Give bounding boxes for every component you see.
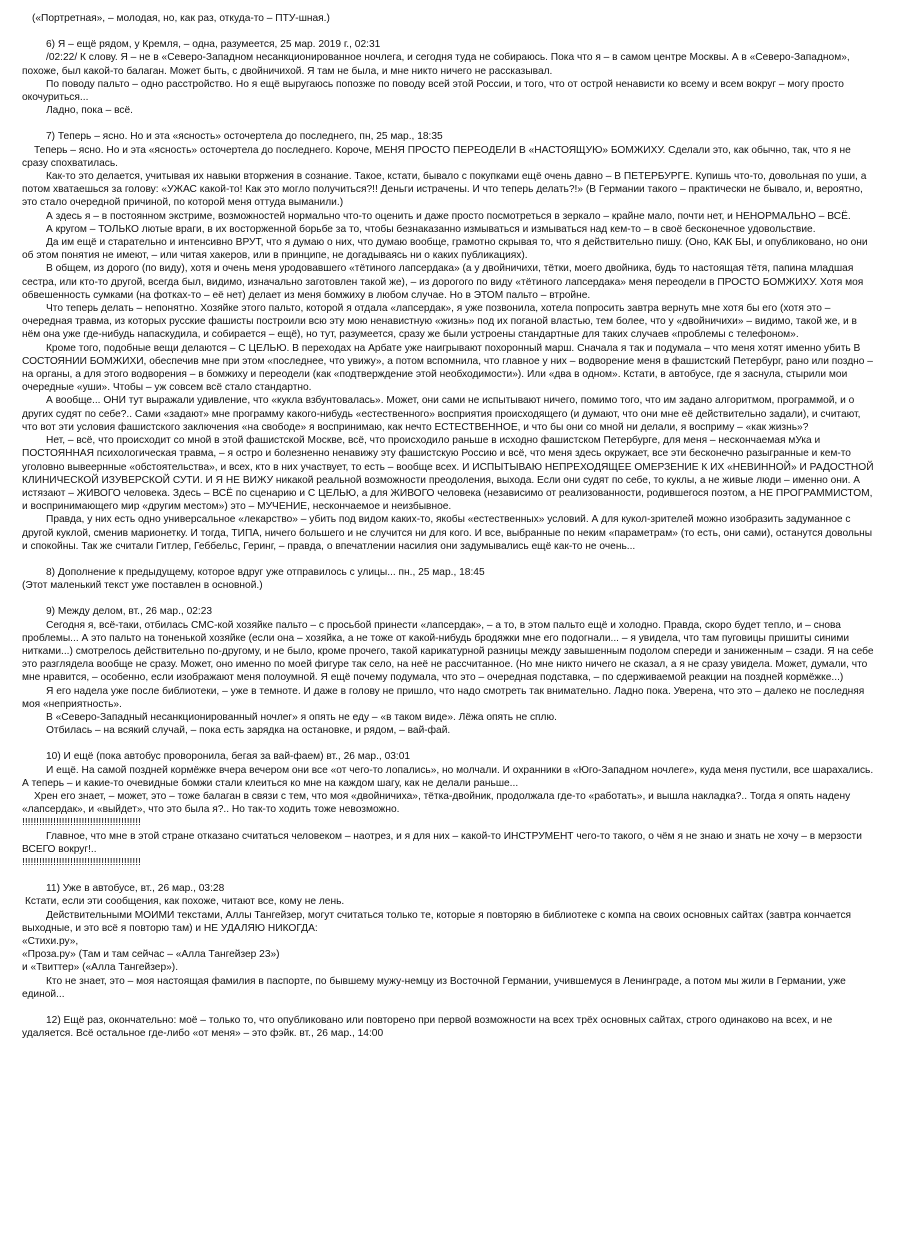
entry-6 [22,38,878,117]
entry-paragraph: Как-то это делается, учитывая их навыки вторжения в сознание. Такое, кстати, бывало с покупками ещё очень давно – В ПЕТЕРБУРГЕ. Купишь что-то, довольная по уши, а потом хватаешься за голову: «УЖАС какой-то! Как это могло получиться?!! Деньги истрачены. И что теперь делать?!» (В Германии такого – практически не бывало, и, вероятно, это стало очередной причиной, по которой меня оттуда выманили.) [22,171,867,209]
entry-paragraph: Отбилась – на всякий случай, – пока есть зарядка на остановке, и рядом, – вай-фай. [46,725,451,737]
exclamation-divider: !!!!!!!!!!!!!!!!!!!!!!!!!!!!!!!!!!!!!!!!!! [22,856,141,868]
entry-paragraph: Нет, – всё, что происходит со мной в этой фашистской Москве, всё, что происходило раньше в исходно фашистском Петербурге, для меня – нескончаемая мУка и ПОСТОЯННАЯ психологическая травма, – я остро и болезненно ненавижу эту фашистскую Россию и всё, что меня здесь окружает, все эти бесконечно разыгранные и кем-то уголовно вывеернные «обстоятельства», и всех, кто в них участвует, то есть – вообще всех. И ИСПЫТЫВАЮ НЕПРЕХОДЯЩЕЕ ОМЕРЗЕНИЕ К ИХ «НЕВИННОЙ» И РАДОСТНОЙ КЛИНИЧЕСКОЙ ИЗУВЕРСКОЙ СУТИ. И Я НЕ ВИЖУ никакой реальной возможности преодоления, выхода. Если они судят по себе, то куклы, а не живые люди – именно они. А истязают – ЖИВОГО человека. Здесь – ВСЁ по сценарию и С ЦЕЛЬЮ, а для ЖИВОГО человека (независимо от реализованности, родившегося поэтом, а НЕ ПРОГРАММИСТОМ, и воспринимающего мир «другим местом») это – МУЧЕНИЕ, нескончаемое и неизбывное. [22,435,874,513]
entry-paragraph: Что теперь делать – непонятно. Хозяйке этого пальто, которой я отдала «лапсердак», я уже позвонила, хотела попросить завтра вернуть мне хотя бы его (хотя это – очередная травма, из которых русские фашисты построили всю эту мою ненавистную «жизнь» под их поганой властью, тем более, что у «двойничихи» – видимо, такой же, и в нём она уже где-нибудь напаскудила, и собирается – ещё), но тут, разумеется, сразу же были устроены стандартные для таких случаев «проблемы с телефоном». [22,303,857,341]
entry-paragraph: А вообще... ОНИ тут выражали удивление, что «кукла взбунтовалась». Может, они сами не испытывают ничего, помимо того, что им задано алгоритмом, программой, и о других судят по себе?.. Сами «задают» мне программу какого-нибудь «естественного» восприятия происходящего (и думают, что они мне её действительно задали), и считают, что вот эти условия фашистского заключения «на свободе» я воспринимаю, как нечто ЕСТЕСТВЕННОЕ, и что бы они со мной ни делали, я восприму – «как жизнь»? [22,395,861,433]
entry-paragraph: Кстати, если эти сообщения, как похоже, читают все, кому не лень. [25,896,345,908]
entry-paragraph: В общем, из дорого (по виду), хотя и очень меня уродовавшего «тётиного лапсердака» (а у двойничихи, тётки, моего двойника, будь то настоящая тётя, папина младшая сестра, или кто-то другой, всегда был, видимо, изначально заготовлен такой же), – из дорогого по виду «тётиного лапсердака» меня переодели в ПРОСТО БОМЖИХУ. Хотя моя обвешенность сумками (на фотках-то – её нет) делает из меня бомжиху в любом случае. Но в ЭТОМ пальто – втройне. [22,263,864,301]
entry-paragraph: По поводу пальто – одно расстройство. Но я ещё выругаюсь попозже по поводу всей этой России, и того, что от острой ненависти ко всему и всем вокруг – могу просто окочуриться... [22,78,844,104]
entry-7 [22,130,878,553]
entry-paragraph: А кругом – ТОЛЬКО лютые враги, в их восторженной борьбе за то, чтобы безнаказанно измываться и измываться над кем-то – в своё бесконечное удовольствие. [46,223,816,235]
entry-heading: 12) Ещё раз, окончательно: моё – только то, что опубликовано или повторено при первой возможности на всех трёх основных сайтах, строго одинаково на всех, и не удаляется. Всё остальное где-либо «от меня» – это фэйк. вт., 26 мар., 14:00 [22,1015,833,1040]
site-list-item: «Стихи.ру», [22,936,79,947]
entry-paragraph: Главное, что мне в этой стране отказано считаться человеком – наотрез, и я для них – какой-то ИНСТРУМЕНТ чего-то такого, о чём я не знаю и знать не хочу – в мерзости ВСЕГО вокруг!.. [22,830,862,855]
entry-heading: 7) Теперь – ясно. Но и эта «ясность» осточертела до последнего, пн, 25 мар., 18:35 [46,131,443,143]
entry-paragraph: (Этот маленький текст уже поставлен в основной.) [22,580,263,592]
intro-line: («Портретная», – молодая, но, как раз, откуда-то – ПТУ-шная.) [32,13,330,24]
entry-paragraph: Теперь – ясно. Но и эта «ясность» осточертела до последнего. Короче, МЕНЯ ПРОСТО ПЕРЕОДЕЛИ В «НАСТОЯЩУЮ» БОМЖИХУ. Сделали это, как обычно, так, что я не сразу спохватилась. [22,144,851,169]
entry-12 [22,1014,878,1040]
entry-paragraph: И ещё. На самой поздней кормёжке вчера вечером они все «от чего-то лопались», но молчали. И охранники в «Юго-Западном ночлеге», куда меня пустили, все шарахались. А теперь – и какие-то очевидные бомжи стали клеиться ко мне на каждом шагу, как не делали раньше... [22,764,874,789]
entry-paragraph: Сегодня я, всё-таки, отбилась СМС-кой хозяйке пальто – с просьбой принести «лапсердак», – а то, в этом пальто ещё и холодно. Правда, скоро будет тепло, и – снова проблемы... А это пальто на тоненькой хозяйке (если она – хозяйка, а не тоже от какой-нибудь бродяжки мне его подогнали... – я увидела, что там пуговицы пришиты синими нитками...) смотрелось действительно по-другому, и не было, кроме прочего, такой карикатурной разницы между завышенным подолом спереди и заниженным – сзади. Я на себе это разглядела вообще не сразу. Может, оно именно по моей фигуре так село, на неё не рассчитанное. (Но мне никто ничего не сказал, а я не сразу увидела. Может, думали, что мне нравится, – особенно, если изображают меня полоумной. Я ещё почему подумала, что это – очередная подставка, – по сдерживаемой реакции на поздней кормёжке...) [22,619,874,684]
entry-heading: 11) Уже в автобусе, вт., 26 мар., 03:28 [46,883,225,895]
entry-heading: 8) Дополнение к предыдущему, которое вдруг уже отправилось с улицы... пн., 25 мар., 18:45 [46,566,485,578]
entry-heading: 9) Между делом, вт., 26 мар., 02:23 [46,606,213,618]
entry-paragraph: В «Северо-Западный несанкционированный ночлег» я опять не еду – «в таком виде». Лёжа опять не сплю. [46,711,557,723]
entry-11 [22,882,878,1001]
entry-paragraph: Кто не знает, это – моя настоящая фамилия в паспорте, по бывшему мужу-немцу из Восточной Германии, учившемуся в Ленинграде, а потом мы жили в Германии, уже единой... [22,975,846,1000]
entry-paragraph: Кроме того, подобные вещи делаются – С ЦЕЛЬЮ. В переходах на Арбате уже наигрывают похоронный марш. Сначала я так и подумала – что меня хотят именно убить В СОСТОЯНИИ БОМЖИХИ, обеспечив мне при этом «последнее, что увижу», а потом вспомнила, что главное у них – водворение меня в фашистский Петербург, рано или поздно – на органы, а для этого водворения – в бомжиху и переодели (как «подтверждение этой необходимости»). Или «два в одном». Кстати, в автобусе, где я заснула, стырили мои очередные «уши». Чтобы – уж совсем всё стало стандартно. [22,342,873,394]
entry-paragraph: Ладно, пока – всё. [46,105,133,117]
entry-paragraph: Да им ещё и старательно и интенсивно ВРУТ, что я думаю о них, что думаю вообще, грамотно скрывая то, что я действительно пишу. (Оно, КАК БЫ, и опубликовано, но они об этом понятия не имеют, – или читая хакеров, или в принципе, не догадываясь ни о каких публикациях). [22,237,868,262]
site-list-item: и «Твиттер» («Алла Тангейзер»). [22,962,179,974]
entry-heading: 6) Я – ещё рядом, у Кремля, – одна, разумеется, 25 мар. 2019 г., 02:31 [46,39,381,51]
entry-8 [22,566,878,592]
entry-paragraph: Хрен его знает, – может, это – тоже балаган в связи с тем, что моя «двойничиха», тётка-двойник, продолжала где-то «работать», и вышла накладка?.. Тогда я опять надену «лапсердак», и «выйдет», что это была я?.. Но так-то ходить тоже невозможно. [22,790,851,816]
exclamation-divider: !!!!!!!!!!!!!!!!!!!!!!!!!!!!!!!!!!!!!!!!!! [22,817,141,829]
entry-heading: 10) И ещё (пока автобус проворонила, бегая за вай-фаем) вт., 26 мар., 03:01 [46,751,411,763]
entry-paragraph: Действительными МОИМИ текстами, Аллы Тангейзер, могут считаться только те, которые я повторяю в библиотеке с компа на своих основных сайтах (завтра кончается выходные, и это всё я повторю там) и НЕ УДАЛЯЮ НИКОГДА: [22,909,852,934]
site-list-item: «Проза.ру» (Там и там сейчас – «Алла Тангейзер 23») [22,949,280,961]
entry-paragraph: /02:22/ К слову. Я – не в «Северо-Западном несанкционированное ночлега, и сегодня туда не собираюсь. Пока что я – в самом центре Москвы. А в «Северо-Западном», похоже, был какой-то балаган. Может быть, с двойничихой. Я там не была, и мне никто ничего не рассказывал. [22,52,850,77]
entry-paragraph: Правда, у них есть одно универсальное «лекарство» – убить под видом каких-то, якобы «естественных» условий. А для кукол-зрителей можно изобразить задуманное с другой куклой, сменив марионетку. И тогда, ТИПА, ничего большего и не случится ни для кого. И все, выбранные по неким «параметрам» (то есть, они сами), останутся довольны и спокойны. Так же считали Гитлер, Геббельс, Геринг, – правда, о впечатлении насилия они задумывались ещё как-то не очень... [22,514,873,552]
entry-paragraph: А здесь я – в постоянном экстриме, возможностей нормально что-то оценить и даже просто посмотреться в зеркало – крайне мало, почти нет, и НЕНОРМАЛЬНО – ВСЁ. [46,210,851,222]
entry-9 [22,605,878,737]
entry-paragraph: Я его надела уже после библиотеки, – уже в темноте. И даже в голову не пришло, что надо смотреть так внимательно. Ладно пока. Уверена, что это – далеко не последняя моя «неприятность». [22,685,865,710]
entry-10 [22,750,878,869]
